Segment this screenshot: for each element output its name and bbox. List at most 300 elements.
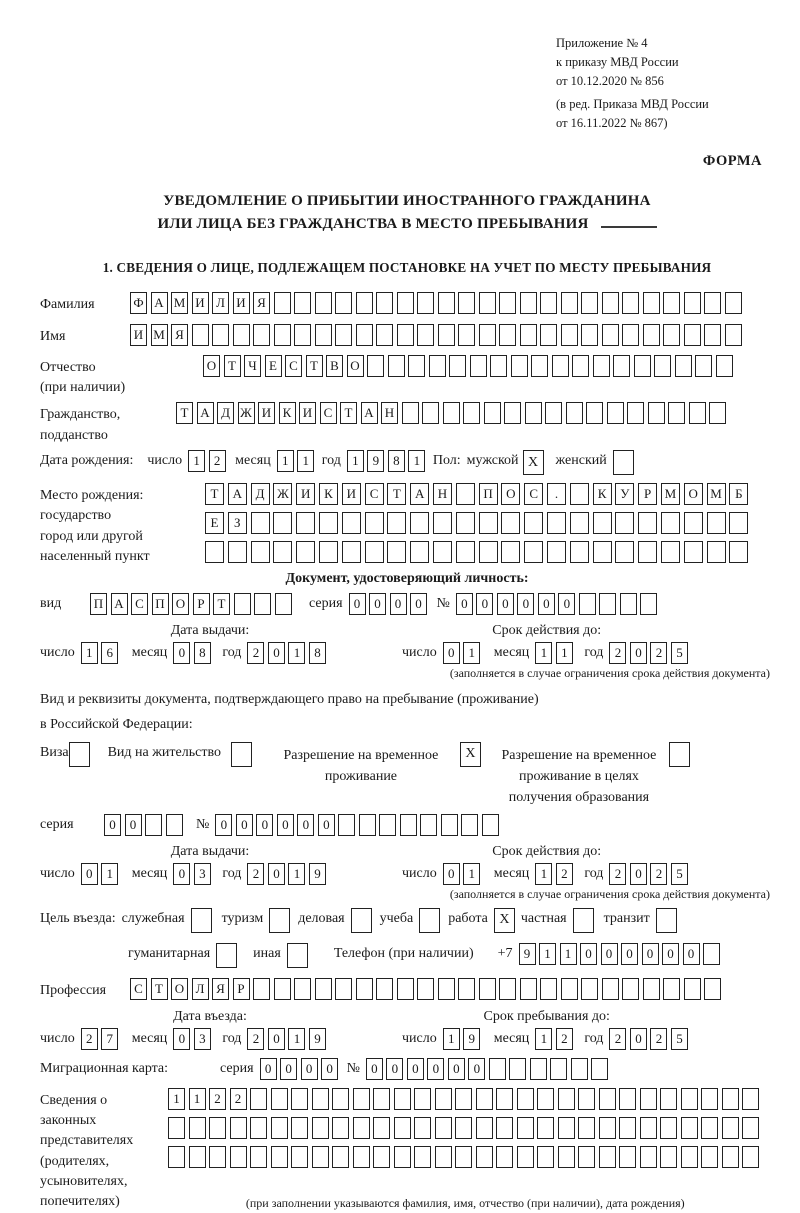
purpose-business-checkbox[interactable] (351, 908, 372, 933)
char-cell[interactable] (209, 1117, 226, 1139)
char-cell[interactable]: Е (265, 355, 282, 377)
char-cell[interactable] (168, 1146, 185, 1168)
char-cell[interactable] (640, 1088, 657, 1110)
char-cell[interactable] (643, 324, 660, 346)
char-cell[interactable]: 0 (517, 593, 534, 615)
char-cell[interactable]: 1 (535, 863, 552, 885)
char-cell[interactable]: С (131, 593, 148, 615)
char-cell[interactable] (449, 355, 466, 377)
char-cell[interactable]: Р (638, 483, 657, 505)
char-cell[interactable]: 1 (535, 642, 552, 664)
char-cell[interactable] (599, 593, 616, 615)
sex-male-checkbox[interactable]: X (523, 450, 544, 475)
char-cell[interactable] (335, 324, 352, 346)
char-cell[interactable] (499, 978, 516, 1000)
char-cell[interactable] (579, 593, 596, 615)
char-cell[interactable]: 0 (448, 1058, 465, 1080)
char-cell[interactable]: С (130, 978, 147, 1000)
char-cell[interactable] (572, 355, 589, 377)
char-cell[interactable] (250, 1117, 267, 1139)
char-cell[interactable] (742, 1117, 759, 1139)
char-cell[interactable] (561, 292, 578, 314)
char-cell[interactable] (367, 355, 384, 377)
char-cell[interactable]: 1 (347, 450, 364, 472)
char-cell[interactable] (742, 1088, 759, 1110)
char-cell[interactable] (353, 1088, 370, 1110)
char-cell[interactable]: 0 (630, 863, 647, 885)
char-cell[interactable]: 0 (456, 593, 473, 615)
char-cell[interactable]: 1 (443, 1028, 460, 1050)
char-cell[interactable] (414, 1146, 431, 1168)
char-cell[interactable] (524, 541, 543, 563)
char-cell[interactable] (189, 1117, 206, 1139)
char-cell[interactable] (275, 593, 292, 615)
char-cell[interactable] (725, 324, 742, 346)
char-cell[interactable]: 1 (188, 450, 205, 472)
char-cell[interactable]: А (111, 593, 128, 615)
char-cell[interactable] (668, 402, 685, 424)
char-cell[interactable]: Н (433, 483, 452, 505)
char-cell[interactable] (684, 512, 703, 534)
char-cell[interactable]: 6 (101, 642, 118, 664)
char-cell[interactable]: О (684, 483, 703, 505)
char-cell[interactable] (581, 292, 598, 314)
char-cell[interactable] (254, 593, 271, 615)
char-cell[interactable]: Е (205, 512, 224, 534)
char-cell[interactable] (373, 1117, 390, 1139)
char-cell[interactable]: И (296, 483, 315, 505)
char-cell[interactable] (640, 1117, 657, 1139)
char-cell[interactable] (619, 1117, 636, 1139)
char-cell[interactable] (274, 292, 291, 314)
char-cell[interactable]: 3 (194, 1028, 211, 1050)
char-cell[interactable]: 2 (650, 863, 667, 885)
char-cell[interactable] (517, 1117, 534, 1139)
char-cell[interactable]: Т (224, 355, 241, 377)
char-cell[interactable] (663, 978, 680, 1000)
char-cell[interactable] (602, 978, 619, 1000)
char-cell[interactable]: 3 (194, 863, 211, 885)
char-cell[interactable]: П (90, 593, 107, 615)
char-cell[interactable] (253, 978, 270, 1000)
char-cell[interactable]: 2 (650, 642, 667, 664)
char-cell[interactable]: 5 (671, 642, 688, 664)
char-cell[interactable] (376, 292, 393, 314)
char-cell[interactable] (531, 355, 548, 377)
char-cell[interactable]: 0 (476, 593, 493, 615)
char-cell[interactable]: 0 (280, 1058, 297, 1080)
char-cell[interactable]: 7 (101, 1028, 118, 1050)
char-cell[interactable]: 1 (288, 1028, 305, 1050)
char-cell[interactable] (537, 1146, 554, 1168)
char-cell[interactable] (394, 1088, 411, 1110)
char-cell[interactable] (638, 512, 657, 534)
char-cell[interactable] (410, 541, 429, 563)
char-cell[interactable] (365, 541, 384, 563)
char-cell[interactable]: 2 (609, 863, 626, 885)
char-cell[interactable]: Ж (238, 402, 255, 424)
char-cell[interactable] (570, 541, 589, 563)
char-cell[interactable] (540, 978, 557, 1000)
char-cell[interactable] (661, 512, 680, 534)
char-cell[interactable]: 0 (642, 943, 659, 965)
char-cell[interactable] (591, 1058, 608, 1080)
char-cell[interactable]: А (361, 402, 378, 424)
char-cell[interactable] (461, 814, 478, 836)
char-cell[interactable] (233, 324, 250, 346)
char-cell[interactable] (435, 1088, 452, 1110)
char-cell[interactable] (251, 512, 270, 534)
char-cell[interactable]: 1 (463, 863, 480, 885)
char-cell[interactable]: 0 (683, 943, 700, 965)
char-cell[interactable] (622, 324, 639, 346)
char-cell[interactable] (709, 402, 726, 424)
char-cell[interactable] (273, 512, 292, 534)
char-cell[interactable] (742, 1146, 759, 1168)
char-cell[interactable] (681, 1088, 698, 1110)
char-cell[interactable] (373, 1146, 390, 1168)
char-cell[interactable]: И (299, 402, 316, 424)
char-cell[interactable] (581, 324, 598, 346)
char-cell[interactable] (335, 978, 352, 1000)
char-cell[interactable] (353, 1117, 370, 1139)
char-cell[interactable] (166, 814, 183, 836)
char-cell[interactable]: О (203, 355, 220, 377)
char-cell[interactable] (319, 541, 338, 563)
char-cell[interactable] (291, 1146, 308, 1168)
char-cell[interactable]: 0 (386, 1058, 403, 1080)
char-cell[interactable]: 9 (519, 943, 536, 965)
char-cell[interactable]: 0 (268, 642, 285, 664)
char-cell[interactable] (578, 1117, 595, 1139)
char-cell[interactable]: С (320, 402, 337, 424)
visa-checkbox[interactable] (69, 742, 90, 767)
char-cell[interactable] (397, 978, 414, 1000)
char-cell[interactable] (496, 1146, 513, 1168)
char-cell[interactable]: Я (171, 324, 188, 346)
char-cell[interactable] (571, 1058, 588, 1080)
char-cell[interactable]: Л (192, 978, 209, 1000)
char-cell[interactable] (482, 814, 499, 836)
char-cell[interactable]: 0 (580, 943, 597, 965)
char-cell[interactable]: 0 (268, 863, 285, 885)
char-cell[interactable] (501, 512, 520, 534)
char-cell[interactable] (520, 292, 537, 314)
char-cell[interactable] (525, 402, 542, 424)
char-cell[interactable] (622, 978, 639, 1000)
char-cell[interactable] (373, 1088, 390, 1110)
char-cell[interactable] (722, 1088, 739, 1110)
char-cell[interactable]: 0 (407, 1058, 424, 1080)
char-cell[interactable] (566, 402, 583, 424)
char-cell[interactable] (455, 1088, 472, 1110)
char-cell[interactable]: З (228, 512, 247, 534)
char-cell[interactable] (545, 402, 562, 424)
char-cell[interactable]: К (279, 402, 296, 424)
char-cell[interactable] (722, 1117, 739, 1139)
char-cell[interactable]: 1 (168, 1088, 185, 1110)
char-cell[interactable] (701, 1088, 718, 1110)
char-cell[interactable] (230, 1146, 247, 1168)
char-cell[interactable]: И (192, 292, 209, 314)
sex-female-checkbox[interactable] (613, 450, 634, 475)
char-cell[interactable] (479, 292, 496, 314)
char-cell[interactable] (681, 1146, 698, 1168)
char-cell[interactable]: 0 (349, 593, 366, 615)
char-cell[interactable] (675, 355, 692, 377)
char-cell[interactable]: М (151, 324, 168, 346)
char-cell[interactable]: 0 (125, 814, 142, 836)
char-cell[interactable] (716, 355, 733, 377)
char-cell[interactable] (499, 292, 516, 314)
char-cell[interactable] (496, 1088, 513, 1110)
char-cell[interactable]: Т (340, 402, 357, 424)
char-cell[interactable]: 0 (410, 593, 427, 615)
char-cell[interactable]: 0 (277, 814, 294, 836)
char-cell[interactable]: 2 (230, 1088, 247, 1110)
char-cell[interactable] (640, 1146, 657, 1168)
char-cell[interactable] (356, 292, 373, 314)
char-cell[interactable]: 0 (173, 863, 190, 885)
char-cell[interactable]: К (593, 483, 612, 505)
char-cell[interactable] (725, 292, 742, 314)
char-cell[interactable] (359, 814, 376, 836)
char-cell[interactable] (441, 814, 458, 836)
char-cell[interactable] (145, 814, 162, 836)
char-cell[interactable]: 0 (662, 943, 679, 965)
char-cell[interactable] (622, 292, 639, 314)
char-cell[interactable]: Т (176, 402, 193, 424)
temp-permit-checkbox[interactable]: X (460, 742, 481, 767)
char-cell[interactable] (387, 512, 406, 534)
char-cell[interactable] (414, 1088, 431, 1110)
char-cell[interactable]: Т (387, 483, 406, 505)
char-cell[interactable] (643, 978, 660, 1000)
char-cell[interactable] (250, 1088, 267, 1110)
purpose-official-checkbox[interactable] (191, 908, 212, 933)
char-cell[interactable]: 2 (609, 642, 626, 664)
char-cell[interactable] (356, 978, 373, 1000)
purpose-private-checkbox[interactable] (573, 908, 594, 933)
char-cell[interactable]: 8 (388, 450, 405, 472)
char-cell[interactable]: Ч (244, 355, 261, 377)
char-cell[interactable]: 0 (630, 642, 647, 664)
char-cell[interactable] (660, 1117, 677, 1139)
char-cell[interactable] (417, 324, 434, 346)
char-cell[interactable]: 0 (268, 1028, 285, 1050)
purpose-transit-checkbox[interactable] (656, 908, 677, 933)
purpose-study-checkbox[interactable] (419, 908, 440, 933)
char-cell[interactable] (722, 1146, 739, 1168)
char-cell[interactable] (429, 355, 446, 377)
char-cell[interactable] (599, 1117, 616, 1139)
char-cell[interactable]: 1 (297, 450, 314, 472)
char-cell[interactable]: Л (212, 292, 229, 314)
char-cell[interactable] (479, 541, 498, 563)
edu-permit-checkbox[interactable] (669, 742, 690, 767)
char-cell[interactable] (615, 541, 634, 563)
char-cell[interactable] (438, 978, 455, 1000)
char-cell[interactable] (402, 402, 419, 424)
char-cell[interactable] (476, 1117, 493, 1139)
char-cell[interactable] (619, 1088, 636, 1110)
char-cell[interactable]: 0 (601, 943, 618, 965)
char-cell[interactable]: 9 (367, 450, 384, 472)
char-cell[interactable]: 1 (556, 642, 573, 664)
char-cell[interactable] (463, 402, 480, 424)
char-cell[interactable]: 1 (560, 943, 577, 965)
char-cell[interactable]: 0 (443, 642, 460, 664)
char-cell[interactable]: Д (217, 402, 234, 424)
char-cell[interactable] (509, 1058, 526, 1080)
char-cell[interactable] (648, 402, 665, 424)
char-cell[interactable]: 9 (309, 863, 326, 885)
char-cell[interactable] (524, 512, 543, 534)
char-cell[interactable]: 0 (497, 593, 514, 615)
char-cell[interactable] (417, 978, 434, 1000)
char-cell[interactable] (315, 292, 332, 314)
char-cell[interactable] (253, 324, 270, 346)
char-cell[interactable]: А (410, 483, 429, 505)
char-cell[interactable] (663, 292, 680, 314)
char-cell[interactable] (684, 541, 703, 563)
char-cell[interactable]: 2 (209, 450, 226, 472)
char-cell[interactable]: Т (151, 978, 168, 1000)
char-cell[interactable] (455, 1117, 472, 1139)
char-cell[interactable] (479, 512, 498, 534)
char-cell[interactable]: 0 (236, 814, 253, 836)
char-cell[interactable]: 1 (189, 1088, 206, 1110)
char-cell[interactable]: А (228, 483, 247, 505)
char-cell[interactable] (455, 1146, 472, 1168)
char-cell[interactable]: П (152, 593, 169, 615)
char-cell[interactable]: 0 (104, 814, 121, 836)
char-cell[interactable] (517, 1088, 534, 1110)
char-cell[interactable]: 0 (260, 1058, 277, 1080)
char-cell[interactable] (438, 324, 455, 346)
char-cell[interactable] (517, 1146, 534, 1168)
char-cell[interactable]: 0 (297, 814, 314, 836)
char-cell[interactable] (397, 292, 414, 314)
purpose-tourism-checkbox[interactable] (269, 908, 290, 933)
char-cell[interactable] (496, 1117, 513, 1139)
char-cell[interactable] (701, 1117, 718, 1139)
char-cell[interactable]: 5 (671, 1028, 688, 1050)
char-cell[interactable]: 2 (650, 1028, 667, 1050)
char-cell[interactable] (704, 324, 721, 346)
purpose-work-checkbox[interactable]: X (494, 908, 515, 933)
char-cell[interactable]: У (615, 483, 634, 505)
char-cell[interactable]: Т (205, 483, 224, 505)
char-cell[interactable]: 0 (369, 593, 386, 615)
char-cell[interactable]: 1 (288, 642, 305, 664)
char-cell[interactable] (602, 292, 619, 314)
char-cell[interactable]: 0 (630, 1028, 647, 1050)
char-cell[interactable] (504, 402, 521, 424)
char-cell[interactable]: 8 (309, 642, 326, 664)
char-cell[interactable]: С (285, 355, 302, 377)
char-cell[interactable] (335, 292, 352, 314)
char-cell[interactable] (561, 978, 578, 1000)
char-cell[interactable]: И (258, 402, 275, 424)
char-cell[interactable]: Я (212, 978, 229, 1000)
char-cell[interactable] (443, 402, 460, 424)
char-cell[interactable] (530, 1058, 547, 1080)
char-cell[interactable] (376, 324, 393, 346)
char-cell[interactable] (619, 1146, 636, 1168)
char-cell[interactable]: С (365, 483, 384, 505)
char-cell[interactable]: И (130, 324, 147, 346)
char-cell[interactable] (332, 1146, 349, 1168)
char-cell[interactable] (578, 1088, 595, 1110)
char-cell[interactable] (499, 324, 516, 346)
char-cell[interactable] (490, 355, 507, 377)
char-cell[interactable]: Т (306, 355, 323, 377)
char-cell[interactable] (501, 541, 520, 563)
char-cell[interactable] (294, 292, 311, 314)
char-cell[interactable]: 0 (558, 593, 575, 615)
char-cell[interactable]: Р (233, 978, 250, 1000)
char-cell[interactable]: А (151, 292, 168, 314)
char-cell[interactable] (365, 512, 384, 534)
char-cell[interactable]: 0 (81, 863, 98, 885)
char-cell[interactable]: 5 (671, 863, 688, 885)
char-cell[interactable] (456, 483, 475, 505)
char-cell[interactable]: М (661, 483, 680, 505)
char-cell[interactable] (729, 541, 748, 563)
char-cell[interactable] (230, 1117, 247, 1139)
char-cell[interactable] (379, 814, 396, 836)
char-cell[interactable] (433, 541, 452, 563)
char-cell[interactable]: К (319, 483, 338, 505)
char-cell[interactable] (607, 402, 624, 424)
char-cell[interactable]: В (326, 355, 343, 377)
char-cell[interactable] (205, 541, 224, 563)
char-cell[interactable] (294, 324, 311, 346)
char-cell[interactable] (684, 324, 701, 346)
char-cell[interactable] (422, 402, 439, 424)
char-cell[interactable]: Т (213, 593, 230, 615)
char-cell[interactable] (547, 512, 566, 534)
char-cell[interactable] (353, 1146, 370, 1168)
char-cell[interactable] (312, 1146, 329, 1168)
char-cell[interactable]: 0 (366, 1058, 383, 1080)
char-cell[interactable] (558, 1117, 575, 1139)
char-cell[interactable] (315, 978, 332, 1000)
char-cell[interactable] (620, 593, 637, 615)
char-cell[interactable]: 2 (247, 863, 264, 885)
char-cell[interactable]: 0 (321, 1058, 338, 1080)
char-cell[interactable]: 0 (443, 863, 460, 885)
char-cell[interactable]: М (171, 292, 188, 314)
char-cell[interactable] (458, 324, 475, 346)
char-cell[interactable] (458, 978, 475, 1000)
char-cell[interactable] (274, 978, 291, 1000)
char-cell[interactable] (561, 324, 578, 346)
char-cell[interactable] (294, 978, 311, 1000)
char-cell[interactable]: 0 (621, 943, 638, 965)
char-cell[interactable] (540, 292, 557, 314)
char-cell[interactable] (520, 324, 537, 346)
char-cell[interactable]: 0 (256, 814, 273, 836)
char-cell[interactable]: 2 (556, 863, 573, 885)
char-cell[interactable]: И (342, 483, 361, 505)
char-cell[interactable] (400, 814, 417, 836)
char-cell[interactable]: 2 (247, 1028, 264, 1050)
char-cell[interactable] (615, 512, 634, 534)
char-cell[interactable]: Я (253, 292, 270, 314)
char-cell[interactable]: О (501, 483, 520, 505)
